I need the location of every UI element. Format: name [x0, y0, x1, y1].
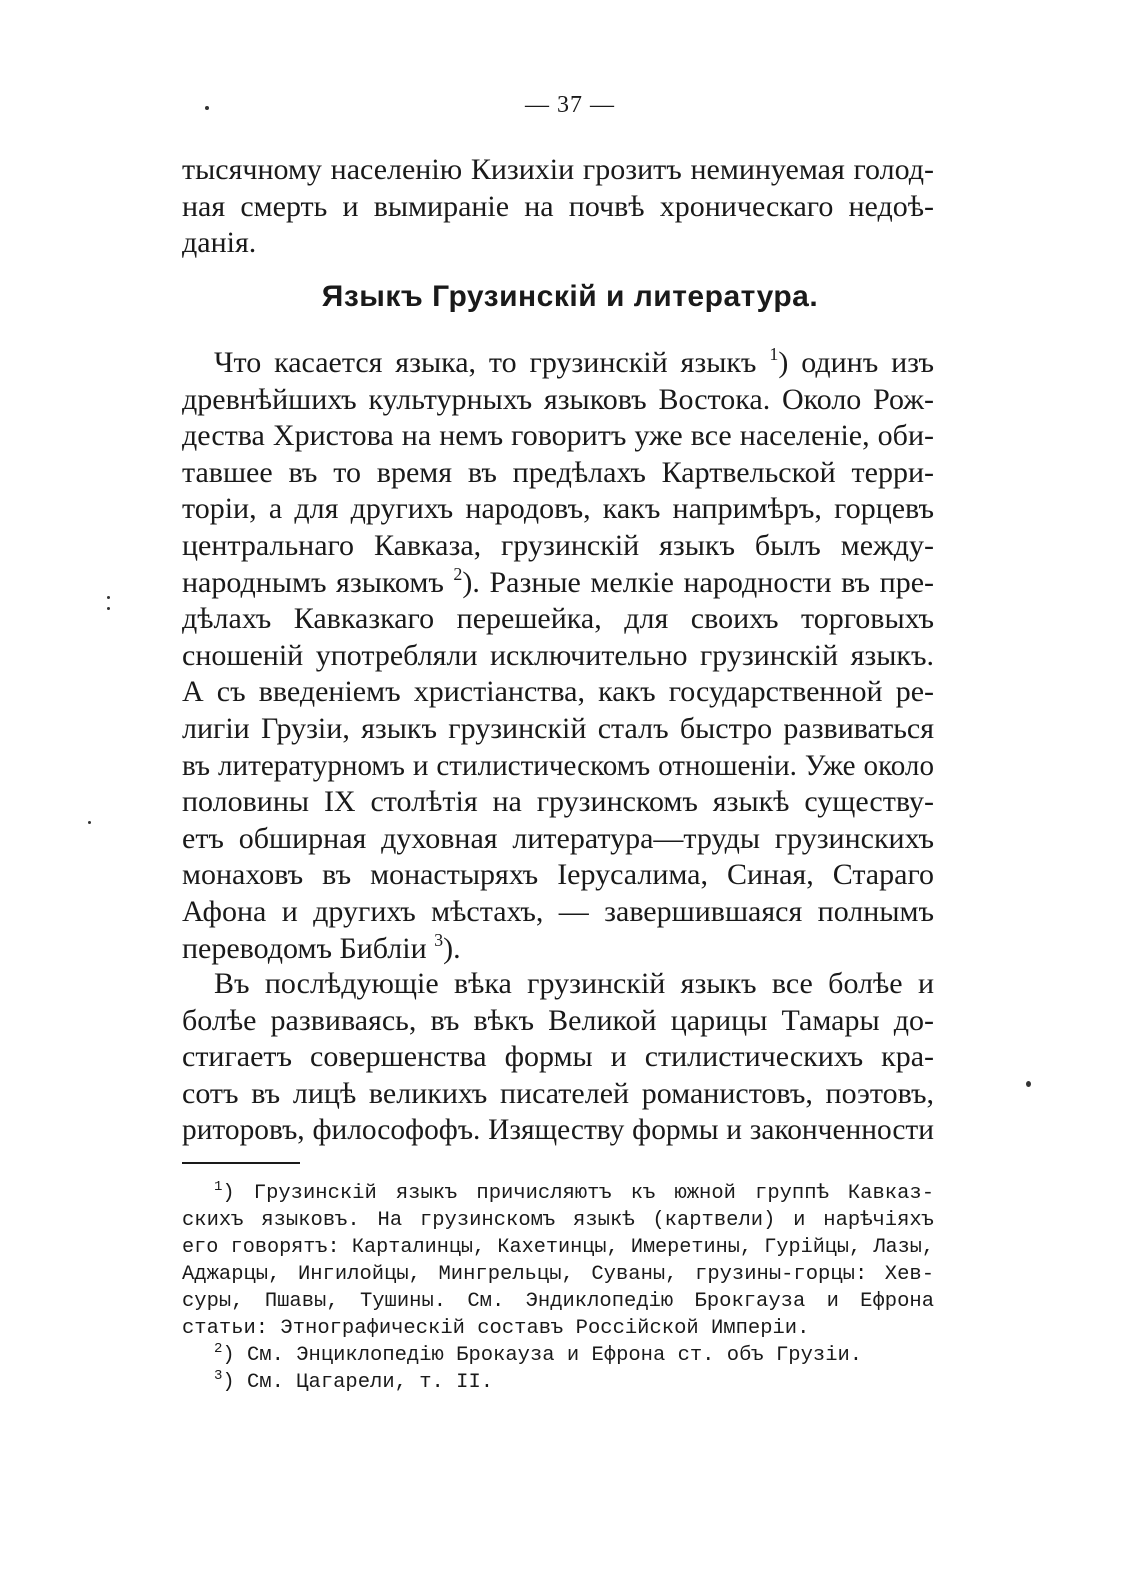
footnote-1-line: его говорятъ: Карталинцы, Кахетинцы, Имеретины, Гурійцы, Лазы, [182, 1236, 934, 1259]
intro-paragraph [182, 152, 934, 262]
text-line: половины IX столѣтія на грузинскомъ языкѣ существу- [182, 785, 934, 819]
text-line: дества Христова на немъ говоритъ уже все населеніе, оби- [182, 419, 934, 453]
footnote-1-line: Аджарцы, Ингилойцы, Мингрельцы, Суваны, грузины-горцы: Хев- [182, 1263, 934, 1286]
text-line: данія. [182, 226, 257, 260]
text-line: стигаетъ совершенства формы и стилистическихъ кра- [182, 1040, 934, 1074]
footnote-mark-2: 2 [214, 1341, 223, 1357]
scan-speck [107, 607, 110, 610]
text-line: болѣе развиваясь, въ вѣкъ Великой царицы Тамары до- [182, 1003, 934, 1037]
text-line [182, 931, 934, 968]
text-line: въ литературномъ и стилистическомъ отношеніи. Уже около [182, 749, 934, 782]
text-line: риторовъ, философофъ. Изяществу формы и законченности [182, 1114, 934, 1147]
paragraph-2 [182, 966, 934, 1149]
footnote-ref-1: 1 [769, 344, 779, 364]
footnote-1-line [182, 1180, 934, 1207]
scan-speck [205, 106, 209, 110]
text-segment: ) одинъ изъ [778, 346, 934, 379]
text-line: тавшее въ то время въ предѣлахъ Картвельской терри- [182, 455, 934, 489]
text-segment: ) Грузинскій языкъ причисляютъ къ южной группѣ Кавказ- [222, 1182, 934, 1205]
text-segment: ) См. Цагарели, т. II. [222, 1371, 494, 1394]
text-line: сотъ въ лицѣ великихъ писателей романистовъ, поэтовъ, [182, 1076, 934, 1110]
scan-speck [107, 596, 110, 599]
text-line: дѣлахъ Кавказкаго перешейка, для своихъ торговыхъ [182, 602, 934, 636]
section-title: Языкъ Грузинскій и литература. [321, 280, 819, 313]
text-segment: ) См. Энциклопедію Брокауза и Ефрона ст. объ Грузіи. [222, 1344, 863, 1367]
footnote-1-line: статьи: Этнографическій составъ Россійской Имперіи. [182, 1317, 810, 1340]
scan-speck [1026, 1081, 1031, 1087]
footnote-3 [182, 1369, 934, 1396]
footnote-ref-2: 2 [453, 563, 463, 584]
text-line: лигіи Грузіи, языкъ грузинскій сталъ быстро развиваться [182, 711, 934, 745]
footnote-1-line: скихъ языковъ. На грузинскомъ языкѣ (картвели) и нарѣчіяхъ [182, 1209, 934, 1232]
text-line: торіи, а для другихъ народовъ, какъ напримѣръ, горцевъ [182, 492, 934, 526]
page-number: — 37 — [525, 92, 615, 118]
text-line [182, 565, 934, 602]
text-line: монаховъ въ монастыряхъ Іерусалима, Синая, Стараго [182, 858, 934, 892]
text-line: древнѣйшихъ культурныхъ языковъ Востока. Около Рож- [182, 382, 934, 416]
footnote-ref-3: 3 [434, 929, 444, 950]
footnotes [182, 1180, 934, 1396]
text-line: сношеній употребляли исключительно грузинскій языкъ. [182, 638, 934, 672]
text-line: тысячному населенію Кизихіи грозитъ неминуемая голод- [182, 153, 934, 186]
text-line: ная смерть и вымираніе на почвѣ хроническаго недоѣ- [182, 189, 934, 223]
footnote-2 [182, 1342, 934, 1369]
text-segment: ). [443, 931, 461, 965]
text-segment: ). Разные мелкіе народности въ пре- [462, 565, 934, 599]
text-line: центральнаго Кавказа, грузинскій языкъ былъ между- [182, 528, 934, 562]
text-line: Афона и другихъ мѣстахъ, — завершившаяся полнымъ [182, 894, 934, 928]
scan-speck [88, 821, 91, 824]
footnote-mark-3: 3 [214, 1368, 223, 1384]
footnote-divider [182, 1162, 300, 1164]
text-segment: переводомъ Библіи [182, 931, 435, 965]
text-line: Въ послѣдующіе вѣка грузинскій языкъ все болѣе и [214, 967, 934, 1000]
text-line: етъ обширная духовная литература—труды грузинскихъ [182, 821, 934, 855]
footnote-mark-1: 1 [214, 1179, 223, 1195]
footnote-1-line: суры, Пшавы, Тушины. См. Эндиклопедію Брокгауза и Ефрона [182, 1290, 934, 1313]
text-segment: народнымъ языкомъ [182, 565, 454, 599]
paragraph-1 [182, 345, 934, 967]
text-line: А съ введеніемъ христіанства, какъ государственной ре- [182, 675, 934, 709]
text-segment: Что касается языка, то грузинскій языкъ [214, 346, 770, 379]
text-line [182, 345, 934, 382]
